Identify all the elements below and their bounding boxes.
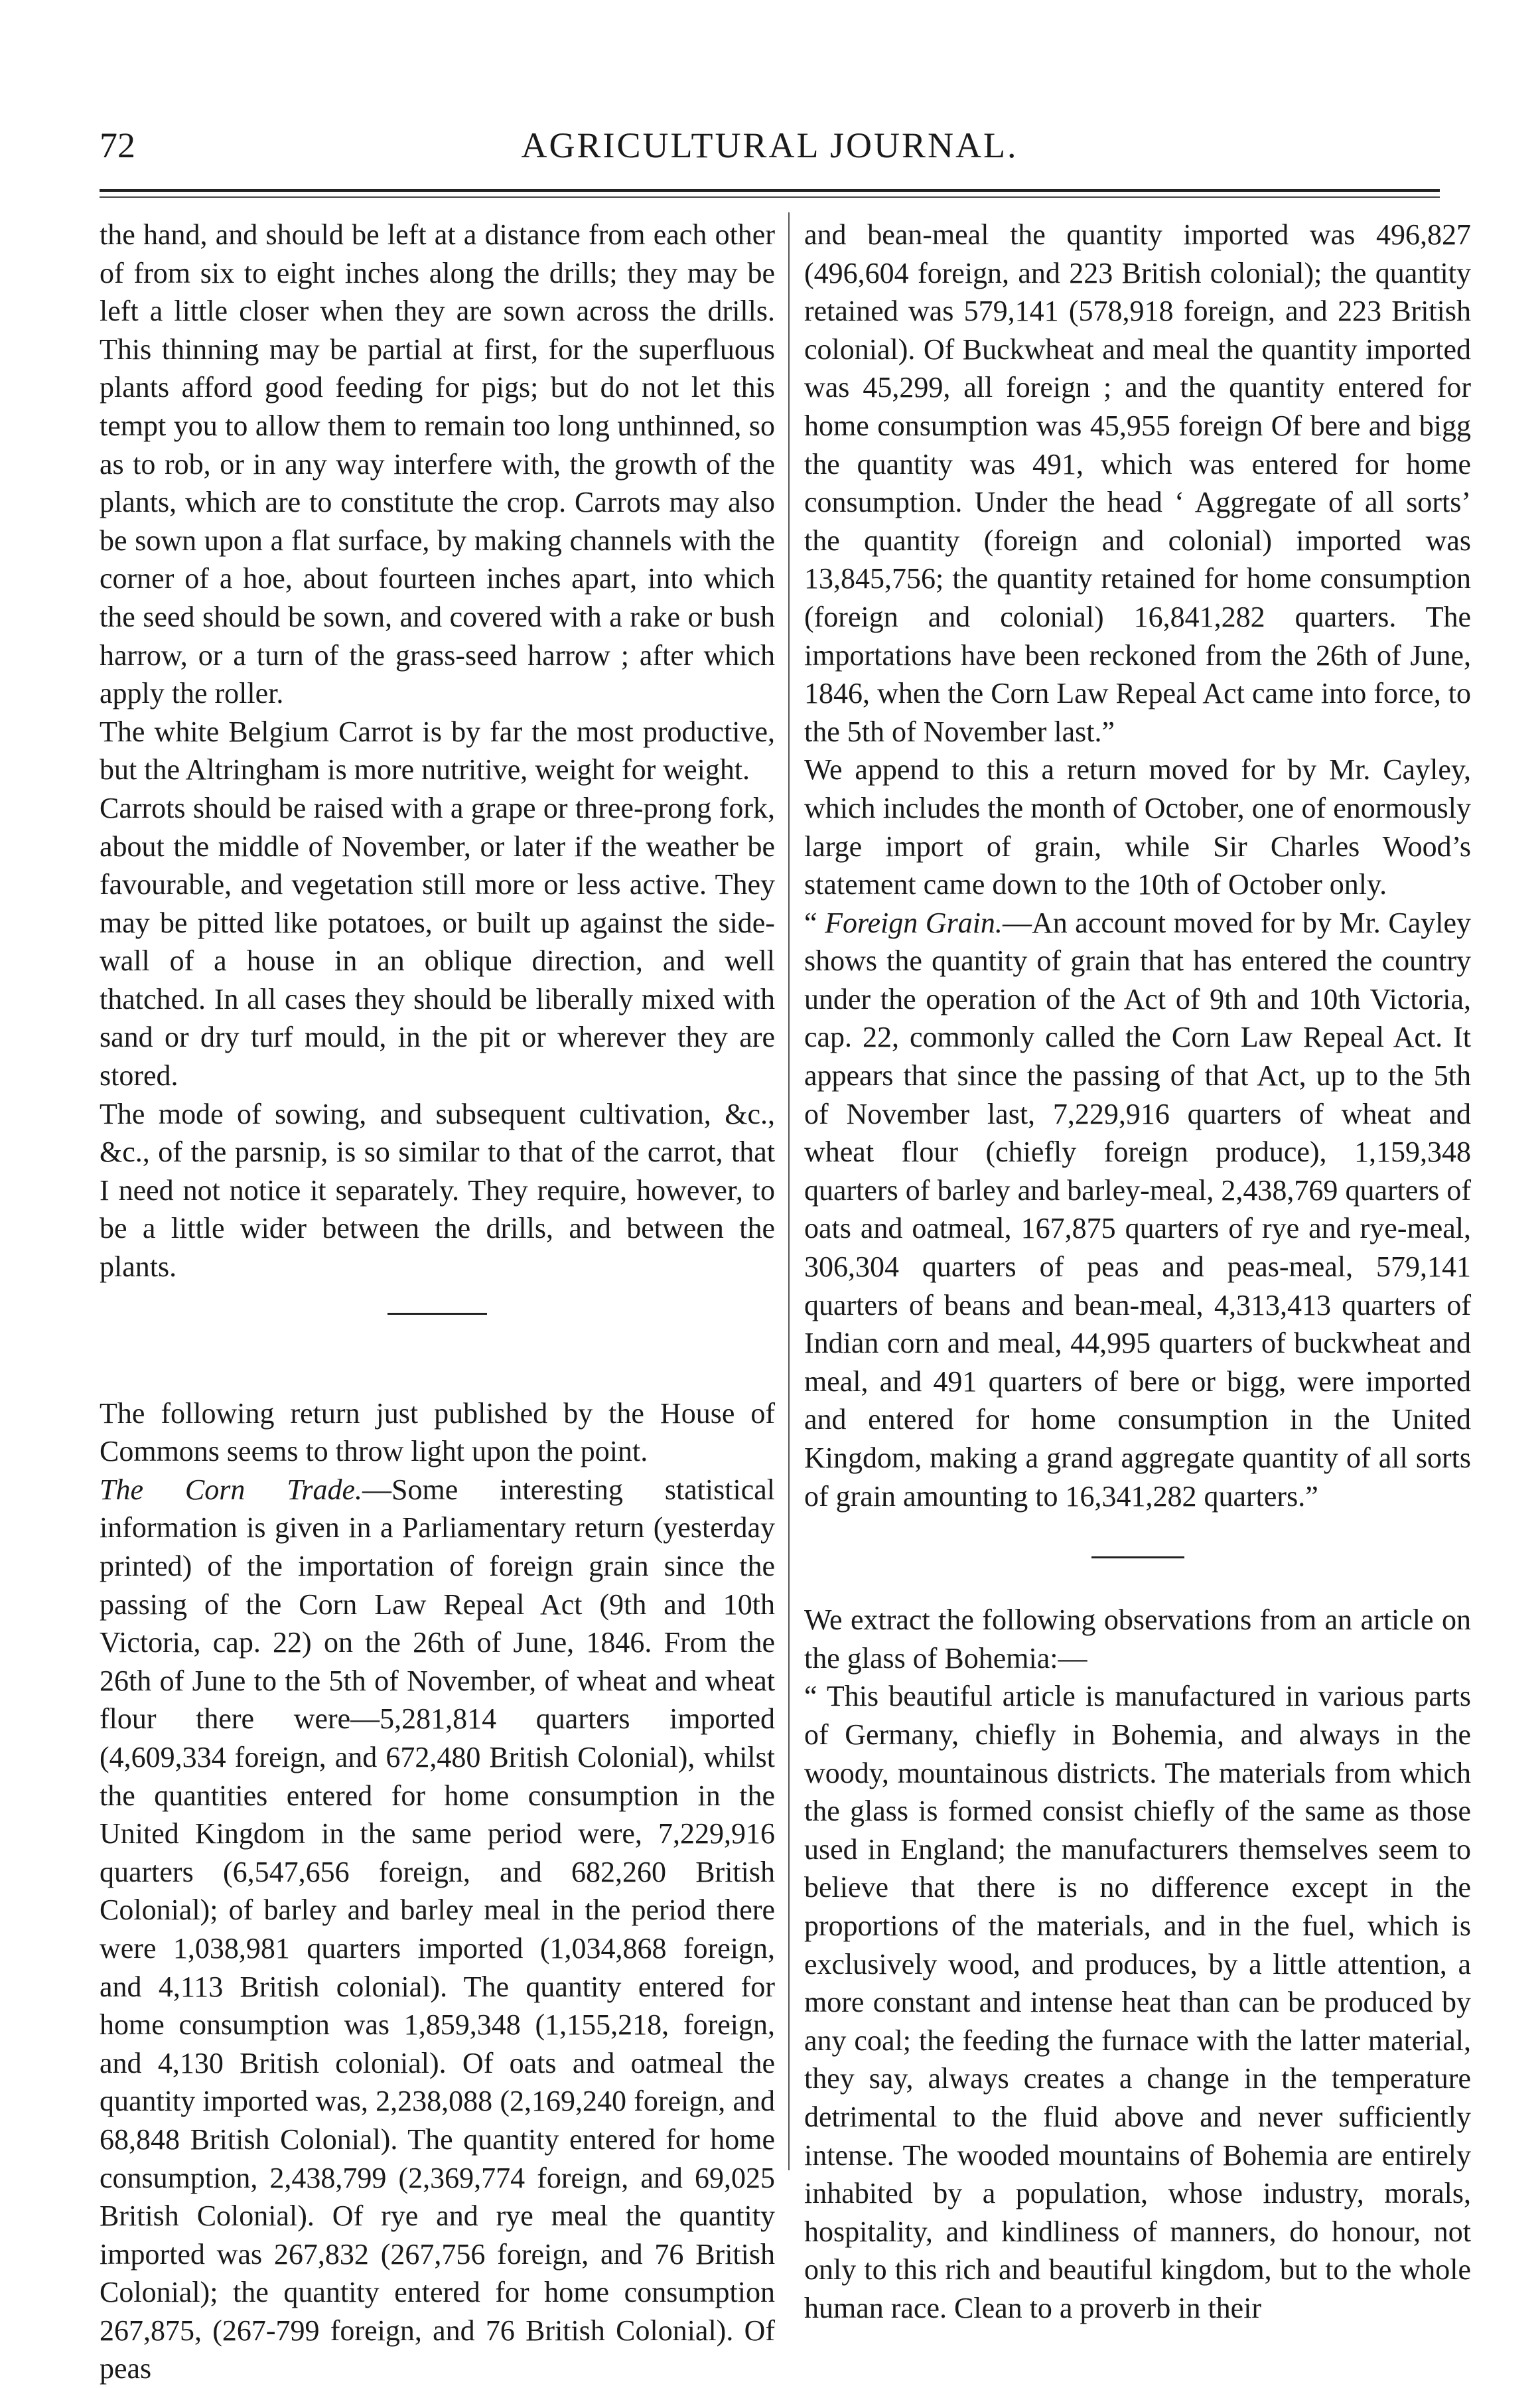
paragraph-thinning: the hand, and should be left at a distance from each other of from six to eight inches along the drills; they may be left a little closer when they are sown across the drills. This thinning may be partial at first, for the superfluous plants afford good feeding for pigs; but do not let this tempt you to allow them to remain too long unthinned, so as to rob, or in any way interfere with, the growth of the plants, which are to constitute the crop. Carrots may also be sown upon a flat surface, by making channels with the corner of a hoe, about fourteen inches apart, into which the seed should be sown, and covered with a rake or bush harrow, or a turn of the grass-seed harrow ; after which apply the roller. [100, 218, 775, 710]
running-head: AGRICULTURAL JOURNAL. [521, 125, 1018, 165]
page-number: 72 [100, 125, 135, 165]
paragraph-bean-meal: and bean-meal the quantity imported was 496,827 (496,604 foreign, and 223 British colonial); the quantity retained was 579,141 (578,918 foreign, and 223 British colonial). Of Buckwheat and meal the quantity imported was 45,299, all foreign ; and the quantity entered for home consumption was 45,955 foreign Of bere and bigg the quantity was 491, which was entered for home consumption. Under the head ‘ Aggregate of all sorts’ the quantity (foreign and colonial) imported was 13,845,756; the quantity retained for home consumption (foreign and colonial) 16,841,282 quarters. The importations have been reckoned from the 26th of June, 1846, when the Corn Law Repeal Act came into force, to the 5th of November last.” [804, 218, 1471, 748]
paragraph-bohemia-glass: “ This beautiful article is manufactured in various parts of Germany, chiefly in Bohemia, and always in the woody, mountainous districts. The materials from which the glass is formed consist chiefly of the same as those used in England; the manufacturers themselves seem to believe that there is no difference except in the proportions of the materials, and in the fuel, which is exclusively wood, and produces, by a little attention, a more constant and intense heat than can be produced by any coal; the feeding the furnace with the latter material, they say, always creates a change in the temperature detrimental to the fluid above and never sufficiently intense. The wooded mountains of Bohemia are entirely inhabited by a population, whose industry, morals, hospitality, and kindliness of manners, do honour, not only to this rich and beautiful kingdom, but to the whole human race. Clean to a proverb in their [804, 1680, 1471, 2324]
section-separator-right [1091, 1556, 1184, 1558]
right-column [804, 216, 1471, 2327]
header-rule [100, 189, 1440, 192]
foreign-grain-body: —An account moved for by Mr. Cayley shows the quantity of grain that has entered the country under the operation of the Act of 9th and 10th Victoria, cap. 22, commonly called the Corn Law Repeal Act. It appears that since the passing of that Act, up to the 5th of November last, 7,229,916 quarters of wheat and wheat flour (chiefly foreign produce), 1,159,348 quarters of barley and barley-meal, 2,438,769 quarters of oats and oatmeal, 167,875 quarters of rye and rye-meal, 306,304 quarters of peas and peas-meal, 579,141 quarters of beans and bean-meal, 4,313,413 quarters of Indian corn and meal, 44,995 quarters of buckwheat and meal, and 491 quarters of bere or bigg, were imported and entered for home consumption in the United Kingdom, making a grand aggregate quantity of all sorts of grain amounting to 16,341,282 quarters.” [804, 906, 1472, 1513]
paragraph-parsnip: The mode of sowing, and subsequent cultivation, &c., &c., of the parsnip, is so similar to that of the carrot, that I need not notice it separately. They require, however, to be a little wider between the drills, and between the plants. [100, 1097, 775, 1284]
paragraph-bohemia-intro: We extract the following observations from an article on the glass of Bohemia:— [804, 1604, 1471, 1675]
corn-trade-title: The Corn Trade. [100, 1473, 363, 1506]
open-quote: “ [804, 906, 825, 939]
paragraph-corn-trade [100, 1471, 775, 2388]
paragraph-cayley-return: We append to this a return moved for by Mr. Cayley, which includes the month of October, one of enormously large import of grain, while Sir Charles Wood’s statement came down to the 10th of October only. [804, 753, 1471, 901]
page-header [100, 119, 1440, 179]
paragraph-raising-carrots: Carrots should be raised with a grape or three-prong fork, about the middle of November, or later if the weather be favourable, and vegetation still more or less active. They may be pitted like potatoes, or built up against the side-wall of a house in an oblique direction, and well thatched. In all cases they should be liberally mixed with sand or dry turf mould, in the pit or wherever they are stored. [100, 791, 775, 1092]
header-rule-thin [100, 196, 1440, 198]
column-divider [788, 212, 790, 2170]
paragraph-return-intro: The following return just published by the House of Commons seems to throw light upon the point. [100, 1396, 775, 1468]
foreign-grain-title: Foreign Grain. [825, 906, 1003, 939]
paragraph-foreign-grain [804, 904, 1471, 1516]
section-separator [387, 1313, 487, 1315]
paragraph-belgium-carrot: The white Belgium Carrot is by far the most productive, but the Altringham is more nutritive, weight for weight. [100, 715, 775, 786]
left-column [100, 216, 775, 2388]
corn-trade-body: —Some interesting statistical information is given in a Parliamentary return (yesterday printed) of the importation of foreign grain since the passing of the Corn Law Repeal Act (9th and 10th Victoria, cap. 22) on the 26th of June, 1846. From the 26th of June to the 5th of November, of wheat and wheat flour there were—5,281,814 quarters imported (4,609,334 foreign, and 672,480 British Colonial), whilst the quantities entered for home consumption in the United Kingdom in the same period were, 7,229,916 quarters (6,547,656 foreign, and 682,260 British Colonial); of barley and barley meal in the period there were 1,038,981 quarters imported (1,034,868 foreign, and 4,113 British colonial). The quantity entered for home consumption was 1,859,348 (1,155,218, foreign, and 4,130 British colonial). Of oats and oatmeal the quantity imported was, 2,238,088 (2,169,240 foreign, and 68,848 British Colonial). The quantity entered for home consumption, 2,438,799 (2,369,774 foreign, and 69,025 British Colonial). Of rye and rye meal the quantity imported was 267,832 (267,756 foreign, and 76 British Colonial); the quantity entered for home consumption 267,875, (267-799 foreign, and 76 British Colonial). Of peas [100, 1473, 775, 2385]
